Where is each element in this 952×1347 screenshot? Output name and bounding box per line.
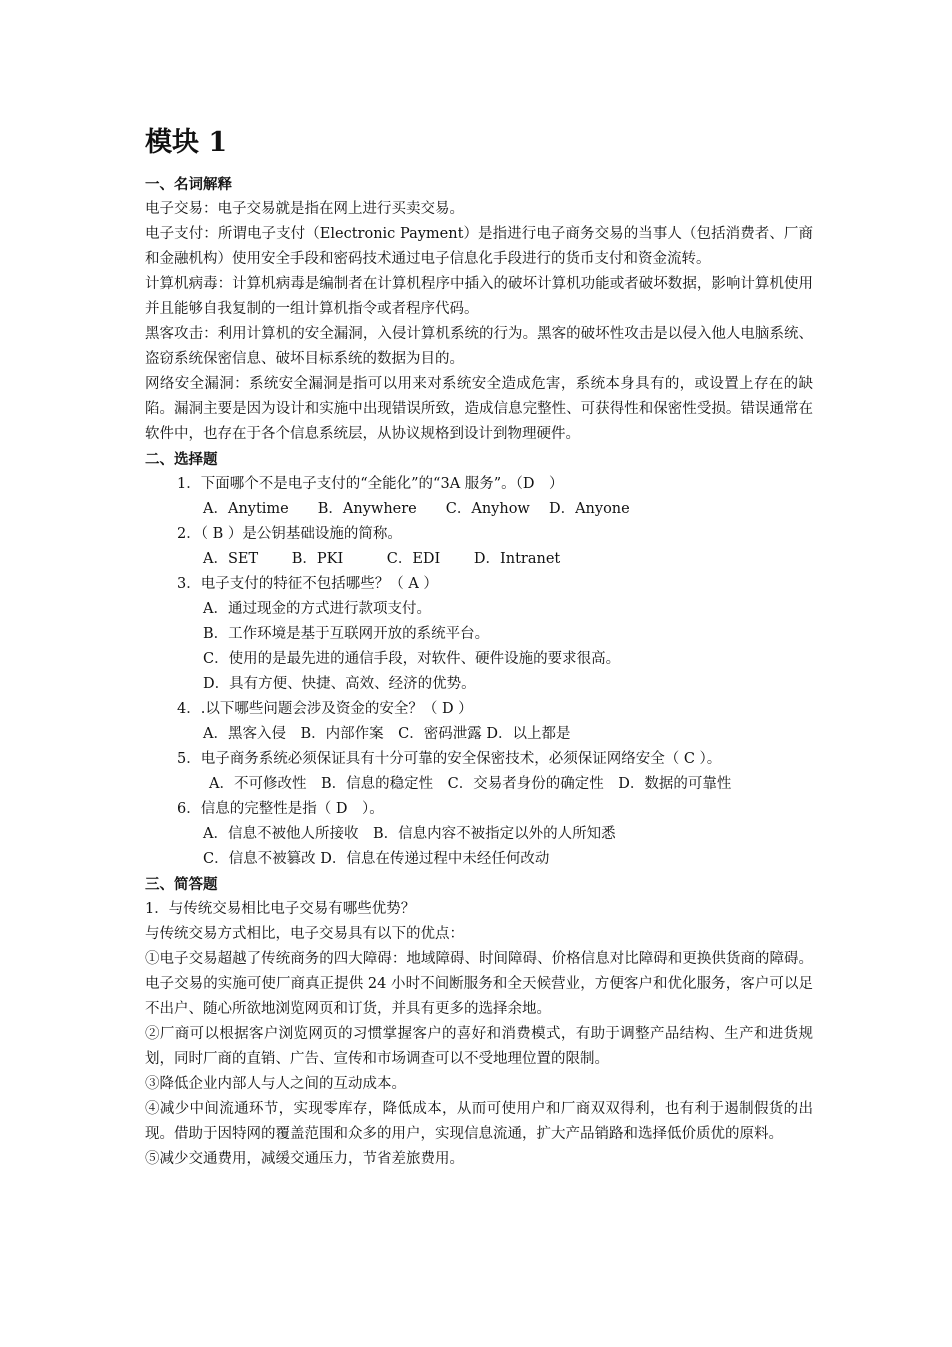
question-options: A．SET B．PKI C．EDI D．Intranet [203,551,561,567]
question-options: A．黑客入侵 B．内部作案 C．密码泄露 D．以上都是 [203,726,571,742]
question: 2．（ B ）是公钥基础设施的简称。 [177,526,402,542]
document-page [145,126,813,1172]
section-definitions [145,172,813,447]
answer-paragraph: ③降低企业内部人与人之间的互动成本。 [145,1076,406,1092]
definition-paragraph: 黑客攻击：利用计算机的安全漏洞，入侵计算机系统的行为。黑客的破坏性攻击是以侵入他人电脑系统、盗窃系统保密信息、破坏目标系统的数据为目的。 [145,326,813,367]
answer-paragraph: 1．与传统交易相比电子交易有哪些优势？ [145,901,416,917]
section-heading: 三、简答题 [145,876,218,893]
question-option: B．工作环境是基于互联网开放的系统平台。 [203,626,490,642]
question-option: C．使用的是最先进的通信手段，对软件、硬件设施的要求很高。 [203,651,621,667]
page-title: 模块 1 [145,127,228,158]
definition-paragraph: 计算机病毒：计算机病毒是编制者在计算机程序中插入的破坏计算机功能或者破坏数据，影响计算机使用并且能够自我复制的一组计算机指令或者程序代码。 [145,276,813,317]
question: 3．电子支付的特征不包括哪些？（ A ） [177,576,438,592]
question-options: A．不可修改性 B．信息的稳定性 C．交易者身份的确定性 D．数据的可靠性 [209,776,732,792]
section-heading: 一、名词解释 [145,176,232,193]
section-multiple-choice [145,447,813,872]
question: 1．下面哪个不是电子支付的“全能化”的“3A 服务”。（D ） [177,476,564,492]
question-options: A．信息不被他人所接收 B．信息内容不被指定以外的人所知悉 [203,826,616,842]
answer-paragraph: ⑤减少交通费用，减缓交通压力，节省差旅费用。 [145,1151,464,1167]
question-option: D．具有方便、快捷、高效、经济的优势。 [203,676,476,692]
answer-paragraph: ②厂商可以根据客户浏览网页的习惯掌握客户的喜好和消费模式，有助于调整产品结构、生产和进货规划，同时厂商的直销、广告、宣传和市场调查可以不受地理位置的限制。 [145,1026,813,1067]
answer-paragraph: ④减少中间流通环节，实现零库存，降低成本，从而可使用户和厂商双双得利，也有利于遏制假货的出现。借助于因特网的覆盖范围和众多的用户，实现信息流通，扩大产品销路和选择低价质优的原料。 [145,1101,813,1142]
definition-paragraph: 网络安全漏洞：系统安全漏洞是指可以用来对系统安全造成危害，系统本身具有的，或设置上存在的缺陷。漏洞主要是因为设计和实施中出现错误所致，造成信息完整性、可获得性和保密性受损。错误通常在软件中，也存在于各个信息系统层，从协议规格到设计到物理硬件。 [145,376,813,442]
question: 4．.以下哪些问题会涉及资金的安全？（ D ） [177,701,473,717]
question: 5．电子商务系统必须保证具有十分可靠的安全保密技术，必须保证网络安全（ C ）。 [177,751,722,767]
answer-paragraph: 与传统交易方式相比，电子交易具有以下的优点： [145,926,464,942]
section-heading: 二、选择题 [145,451,218,468]
question-option: A．通过现金的方式进行款项支付。 [203,601,431,617]
question-options: A．Anytime B．Anywhere C．Anyhow D．Anyone [203,501,630,517]
definition-paragraph: 电子支付：所谓电子支付（Electronic Payment）是指进行电子商务交易的当事人（包括消费者、厂商和金融机构）使用安全手段和密码技术通过电子信息化手段进行的货币支付和资金流转。 [145,226,813,267]
question-options: C．信息不被篡改 D．信息在传递过程中未经任何改动 [203,851,550,867]
section-short-answer [145,872,813,1172]
answer-paragraph: ①电子交易超越了传统商务的四大障碍：地域障碍、时间障碍、价格信息对比障碍和更换供货商的障碍。电子交易的实施可使厂商真正提供 24 小时不间断服务和全天候营业，方便客户和优化服务，客户可以足不出户、随心所欲地浏览网页和订货，并具有更多的选择余地。 [145,951,813,1017]
question: 6．信息的完整性是指（ D ）。 [177,801,384,817]
definition-paragraph: 电子交易：电子交易就是指在网上进行买卖交易。 [145,201,464,217]
